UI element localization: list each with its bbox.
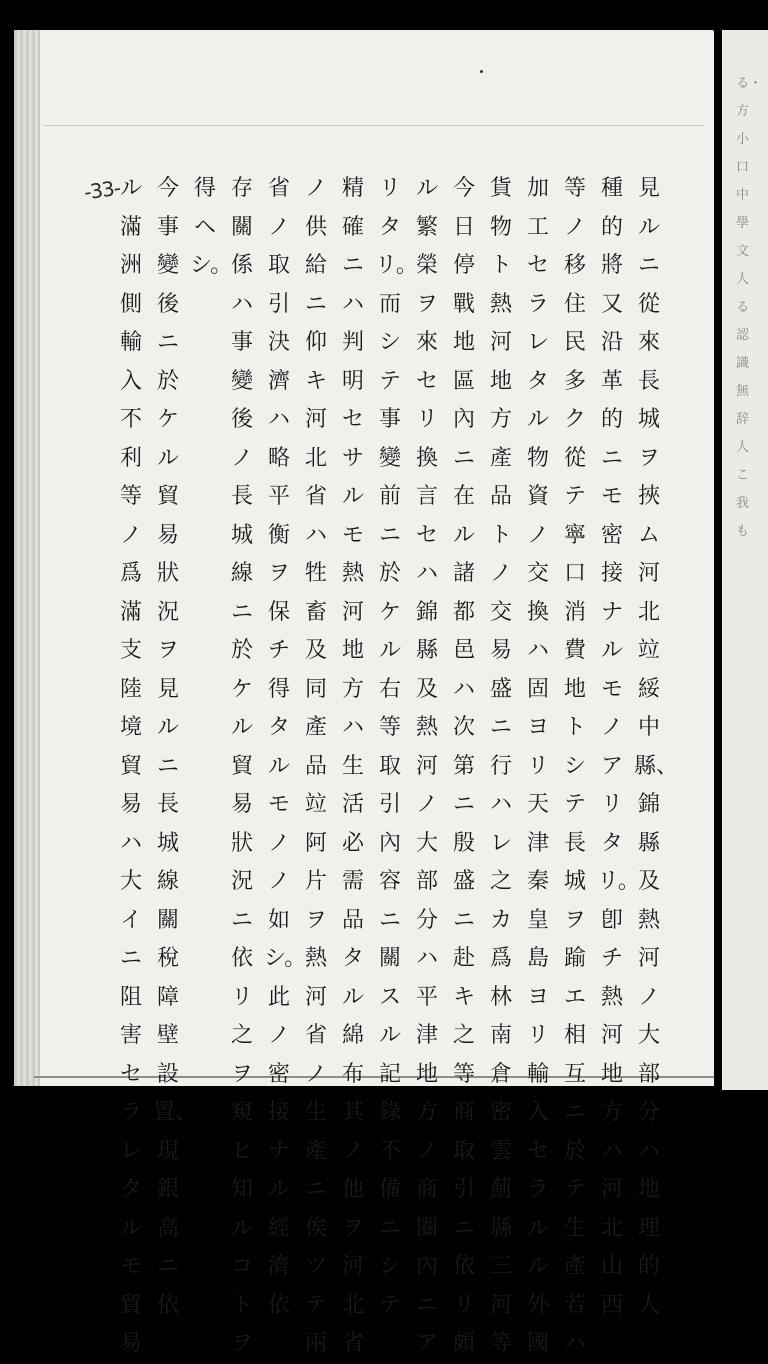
text-column-9: 精確ニハ判明セサルモ熱河地方ハ生活必需品タル綿布其ノ他ヲ河北省 bbox=[341, 176, 364, 1356]
text-column-4: 加工セラレタル物資ノ交換ハ固ヨリ天津秦皇島ヨリ輸入セラルル外國 bbox=[526, 176, 549, 1356]
binding-edge bbox=[14, 30, 40, 1086]
text-column-3: 等ノ移住民多ク從テ寧口消費地トシテ長城ヲ踰エ相互ニ於テ生產若ハ bbox=[563, 176, 586, 1356]
text-column-6: 今日停戰地區內ニ在ル諸都邑ハ次第ニ殷盛ニ赴キ之等商取引ニ依リ頗 bbox=[452, 176, 475, 1356]
adjacent-page-text: る・方小口中學文人る認識無辞人こ我も bbox=[736, 76, 763, 539]
text-column-2: 種的將又沿革的ニモ密接ナルモノアリタリ。卽チ熱河地方ハ河北山西 bbox=[597, 176, 640, 1318]
speck-mark bbox=[480, 70, 483, 73]
text-column-12: 存關係ハ事變後ノ長城線ニ於ケル貿易狀況ニ依リ之ヲ窺ヒ知ルコトヲ bbox=[230, 176, 253, 1356]
adjacent-page-edge bbox=[722, 30, 768, 1090]
text-column-13: 得ヘシ。 bbox=[190, 176, 233, 278]
text-column-7: ル繁榮ヲ來セリ換言セハ錦縣及熱河ノ大部分ハ平津地方ノ商圈內ニア bbox=[415, 176, 438, 1356]
text-column-10: ノ供給ニ仰キ河北省ハ牲畜及同產品竝阿片ヲ熱河省ノ生產ニ俟ツテ兩 bbox=[304, 176, 327, 1356]
text-column-1: 見ルニ從來長城ヲ挾ム河北竝綏中縣、錦縣及熱河ノ大部分ハ地理的人 bbox=[634, 176, 679, 1318]
text-column-11: 省ノ取引決濟ハ略平衡ヲ保チ得タルモノノ如シ。此ノ密接ナル經濟依 bbox=[264, 176, 307, 1318]
text-column-15: ル滿洲側輸入不利等ノ爲滿支陸境貿易ハ大イニ阻害セラレタルモ貿易 bbox=[119, 176, 142, 1356]
text-column-14: 今事變後ニ於ケル貿易狀況ヲ見ルニ長城線關稅障壁設置、現銀高ニ依 bbox=[153, 176, 198, 1318]
text-column-8: リタリ。而シテ事變前ニ於ケル右等取引內容ニ關スル記錄不備ニシテ bbox=[375, 176, 418, 1318]
text-column-5: 貨物ト熱河地方產品トノ交易盛ニ行ハレ之カ爲林南倉密雲薊縣三河等 bbox=[489, 176, 512, 1356]
page-number: -33- bbox=[82, 175, 122, 205]
header-rule bbox=[44, 125, 704, 126]
